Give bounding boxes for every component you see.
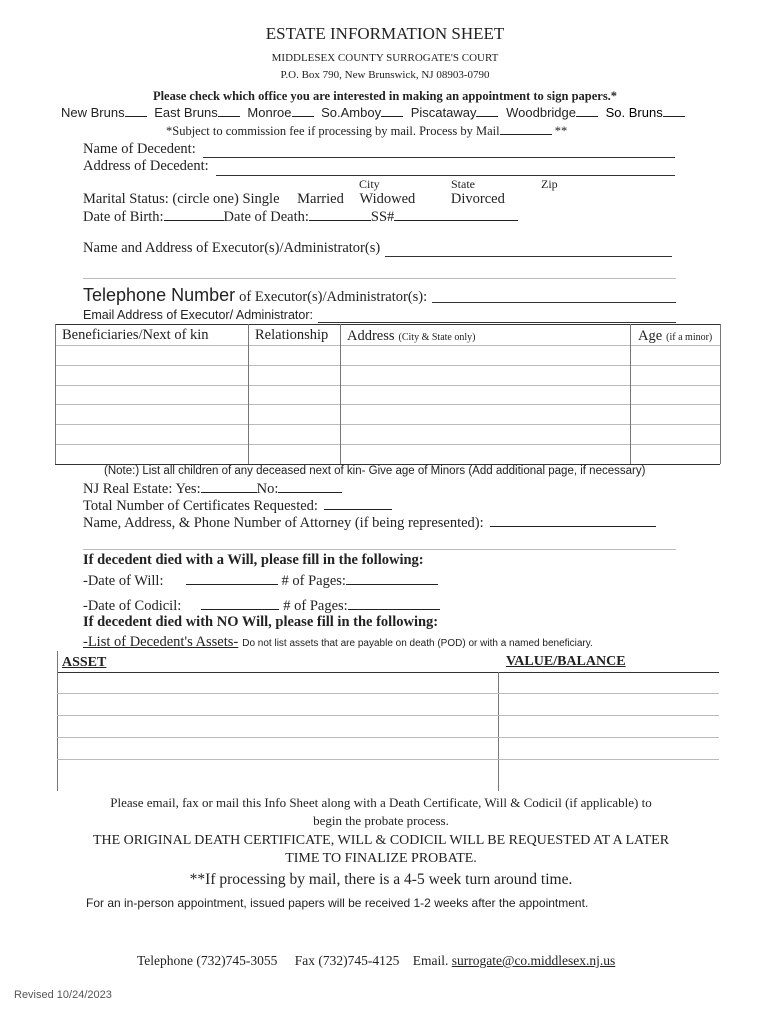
telephone-row: Telephone Number of Executor(s)/Administrator(s): <box>83 285 428 305</box>
office-option-piscataway[interactable]: Piscataway <box>411 105 499 120</box>
mail-note: *Subject to commission fee if processing by mail. Process by Mail ** <box>166 124 568 138</box>
court-name: MIDDLESEX COUNTY SURROGATE'S COURT <box>271 52 499 64</box>
col-address: Address (City & State only) <box>347 328 476 344</box>
col-beneficiaries: Beneficiaries/Next of kin <box>62 327 209 343</box>
table-row[interactable] <box>55 444 720 445</box>
office-option-new-bruns[interactable]: New Bruns <box>61 105 147 120</box>
executor-name-field[interactable] <box>385 256 672 257</box>
table-row[interactable] <box>57 715 719 716</box>
decedent-name-field[interactable] <box>203 157 675 158</box>
decedent-address-label: Address of Decedent: <box>83 158 209 174</box>
office-option-east-bruns[interactable]: East Bruns <box>154 105 240 120</box>
will-date-row: -Date of Will: # of Pages: <box>83 573 438 590</box>
dod-field[interactable] <box>309 219 371 221</box>
real-estate-row: NJ Real Estate: Yes: No: <box>83 481 342 498</box>
table-row[interactable] <box>57 737 719 738</box>
will-date-field[interactable] <box>186 583 278 585</box>
will-pages-field[interactable] <box>346 583 438 585</box>
email-link[interactable]: surrogate@co.middlesex.nj.us <box>451 953 616 968</box>
marital-divorced[interactable]: Divorced <box>450 191 505 207</box>
real-estate-no-field[interactable] <box>278 491 342 493</box>
office-option-so-bruns[interactable]: So. Bruns <box>606 105 685 120</box>
footer-original-notice-cont: TIME TO FINALIZE PROBATE. <box>285 851 477 866</box>
executor-name-label: Name and Address of Executor(s)/Administrator(s) <box>83 240 381 256</box>
state-caption: State <box>451 177 475 191</box>
real-estate-yes-field[interactable] <box>201 491 257 493</box>
ssn-field[interactable] <box>394 219 518 221</box>
codicil-date-field[interactable] <box>201 608 279 610</box>
assets-list-row: -List of Decedent's Assets- Do not list assets that are payable on death (POD) or with a named beneficiary. <box>83 634 593 650</box>
will-heading: If decedent died with a Will, please fill in the following: <box>83 552 424 568</box>
zip-caption: Zip <box>541 177 558 191</box>
footer-original-notice: THE ORIGINAL DEATH CERTIFICATE, WILL & CODICIL WILL BE REQUESTED AT A LATER <box>92 833 670 848</box>
table-row[interactable] <box>55 365 720 366</box>
office-option-monroe[interactable]: Monroe <box>247 105 313 120</box>
city-caption: City <box>359 177 380 191</box>
marital-married[interactable]: Married <box>297 191 344 207</box>
office-option-so-amboy[interactable]: So.Amboy <box>321 105 403 120</box>
certificates-row: Total Number of Certificates Requested: <box>83 498 392 515</box>
marital-widowed[interactable]: Widowed <box>359 191 416 207</box>
decedent-address-field[interactable] <box>216 175 675 176</box>
beneficiaries-note: (Note:) List all children of any deceased next of kin- Give age of Minors (Add additional page, if necessary) <box>104 465 646 477</box>
telephone: Telephone (732)745-3055 <box>137 953 278 968</box>
telephone-field[interactable] <box>432 302 676 303</box>
office-instruction: Please check which office you are interested in making an appointment to sign papers.* <box>152 89 618 103</box>
contact-row: Telephone (732)745-3055 Fax (732)745-4125 Email. surrogate@co.middlesex.nj.us <box>137 953 616 968</box>
page-title: ESTATE INFORMATION SHEET <box>265 24 505 43</box>
certificates-field[interactable] <box>324 508 392 510</box>
dob-field[interactable] <box>164 219 224 221</box>
codicil-row: -Date of Codicil: # of Pages: <box>83 598 440 615</box>
process-by-mail-blank[interactable] <box>500 133 552 135</box>
table-row[interactable] <box>57 759 719 760</box>
table-row[interactable] <box>57 693 719 694</box>
attorney-line-2[interactable] <box>83 549 676 550</box>
email-label: Email Address of Executor/ Administrator: <box>83 308 313 322</box>
dates-row: Date of Birth: Date of Death: SS# <box>83 209 518 226</box>
codicil-pages-field[interactable] <box>348 608 440 610</box>
table-row[interactable] <box>55 385 720 386</box>
footer-instructions-cont: begin the probate process. <box>313 813 449 828</box>
no-will-heading: If decedent died with NO Will, please fill in the following: <box>83 614 439 630</box>
attorney-field[interactable] <box>490 525 656 527</box>
court-address: P.O. Box 790, New Brunswick, NJ 08903-0790 <box>280 69 490 81</box>
executor-address-line[interactable] <box>83 278 676 279</box>
col-relationship: Relationship <box>255 327 329 343</box>
footer-instructions: Please email, fax or mail this Info Sheet along with a Death Certificate, Will & Codicil (if applicable) to <box>110 795 652 810</box>
in-person-note: For an in-person appointment, issued papers will be received 1-2 weeks after the appointment. <box>86 896 589 910</box>
marital-status-row <box>83 191 505 208</box>
revised-date: Revised 10/24/2023 <box>14 989 112 1001</box>
office-options <box>61 105 685 120</box>
attorney-row: Name, Address, & Phone Number of Attorney (if being represented): <box>83 515 656 532</box>
marital-single[interactable]: Marital Status: (circle one) Single <box>83 191 280 207</box>
col-value-balance: VALUE/BALANCE <box>506 654 626 669</box>
fax: Fax (732)745-4125 <box>294 953 400 968</box>
table-row[interactable] <box>55 404 720 405</box>
col-asset: ASSET <box>62 655 107 670</box>
email-field[interactable] <box>318 322 676 323</box>
col-age: Age (if a minor) <box>638 328 713 344</box>
office-option-woodbridge[interactable]: Woodbridge <box>506 105 598 120</box>
decedent-name-row: Name of Decedent: <box>83 141 196 157</box>
table-row[interactable] <box>55 424 720 425</box>
mail-turnaround-note: **If processing by mail, there is a 4-5 week turn around time. <box>189 871 573 888</box>
